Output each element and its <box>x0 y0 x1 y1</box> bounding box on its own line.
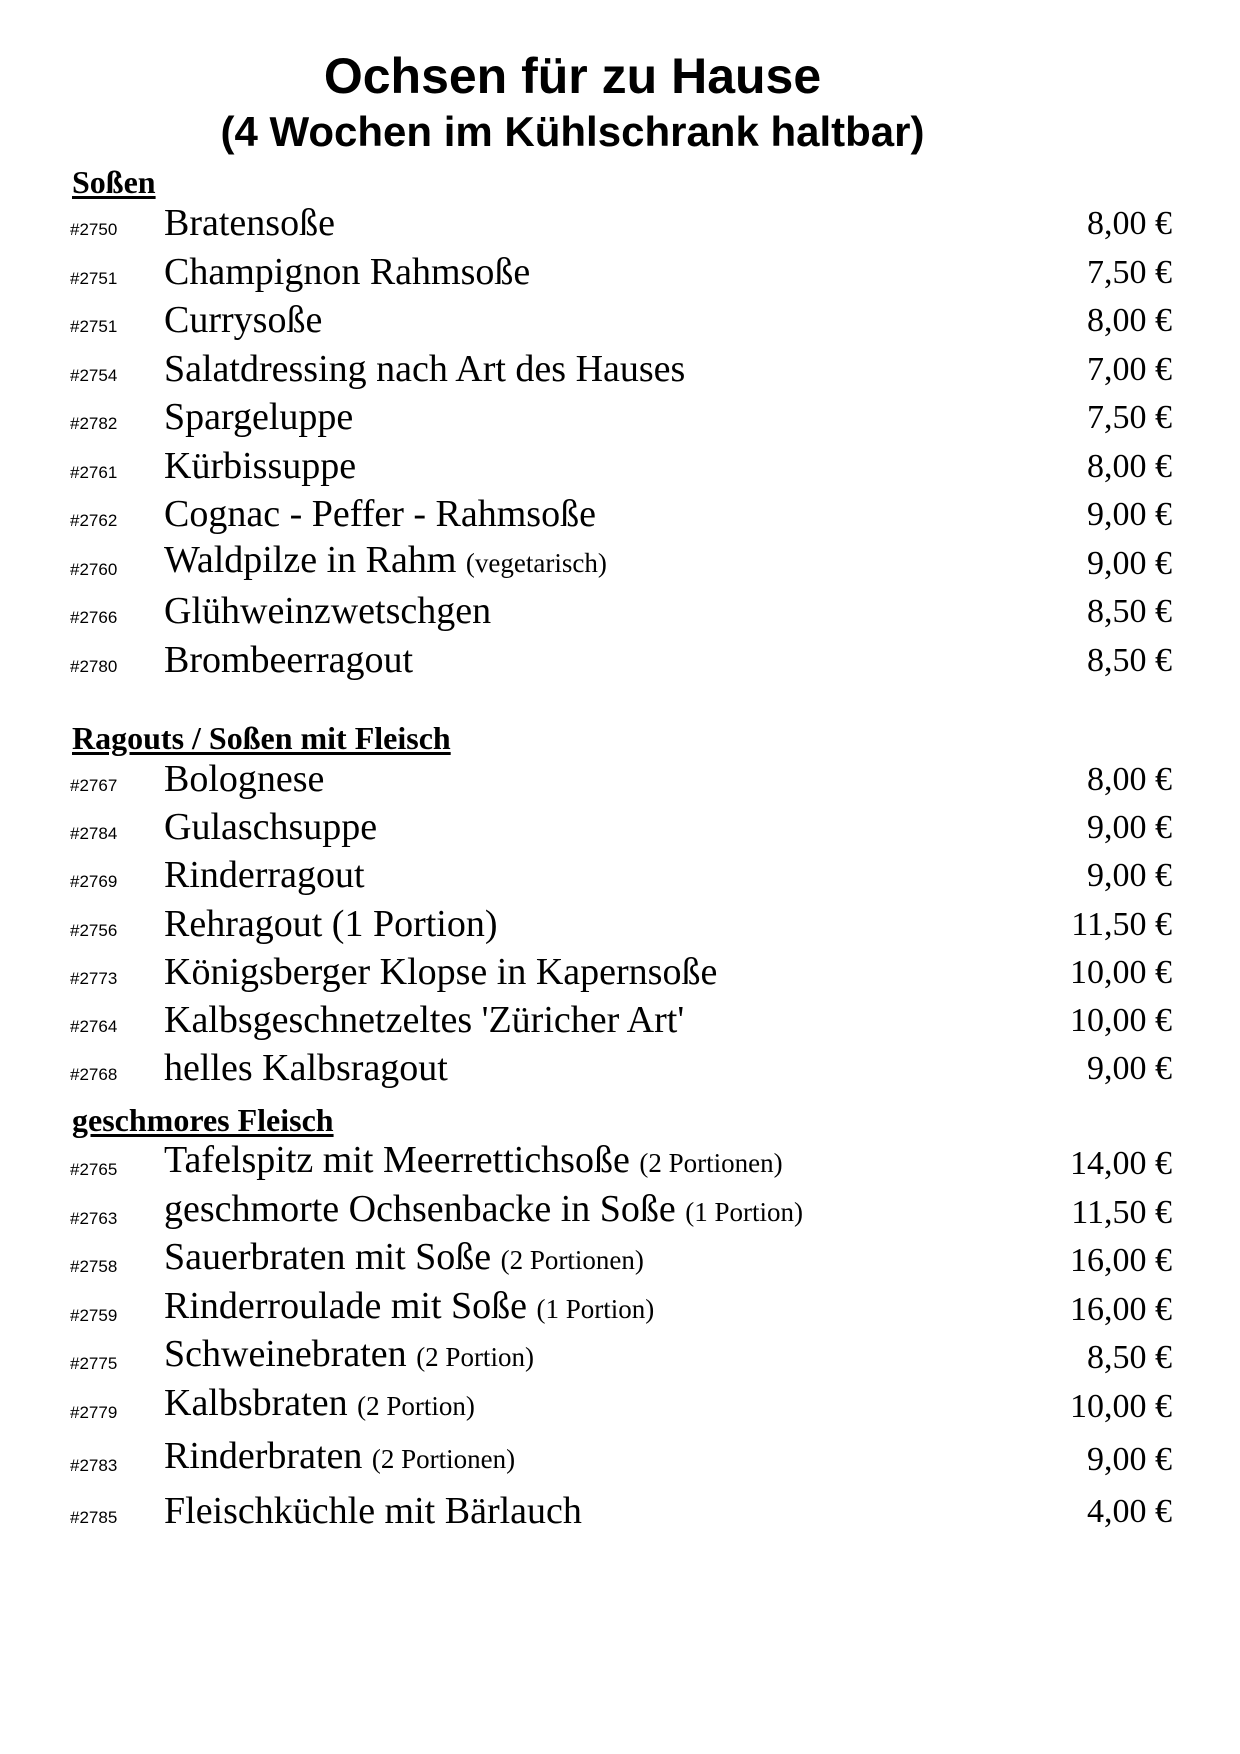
item-name: Kürbissuppe <box>164 444 357 487</box>
item-code: #2782 <box>70 414 118 433</box>
item-name-line <box>164 1139 783 1184</box>
menu-item <box>0 1490 1240 1538</box>
item-price: 10,00 € <box>1070 1388 1172 1425</box>
menu-item <box>0 493 1240 541</box>
item-name-line <box>164 758 324 800</box>
item-price: 7,50 € <box>1087 253 1172 291</box>
item-name: Cognac - Peffer - Rahmsoße <box>164 493 596 535</box>
item-name: Kalbsgeschnetzeltes 'Züricher Art' <box>164 999 685 1041</box>
menu-item <box>0 1382 1240 1433</box>
item-name: Gulaschsuppe <box>164 806 378 849</box>
item-name-line <box>164 202 335 244</box>
item-price: 14,00 € <box>1070 1145 1172 1182</box>
section-heading: Ragouts / Soßen mit Fleisch <box>72 720 451 756</box>
item-code: #2767 <box>70 776 118 795</box>
item-portion-note: (2 Portion) <box>357 1391 475 1421</box>
menu-item <box>0 999 1240 1047</box>
item-code: #2754 <box>70 365 118 385</box>
item-code: #2761 <box>70 462 118 482</box>
item-price: 11,50 € <box>1071 1193 1172 1231</box>
item-name-line <box>164 1047 448 1089</box>
item-name-line <box>164 951 717 993</box>
item-code: #2759 <box>70 1305 118 1325</box>
item-name-line <box>164 493 596 535</box>
item-name: Currysoße <box>164 299 323 341</box>
item-name-line <box>164 299 322 341</box>
page-title: Ochsen für zu Hause <box>323 48 822 104</box>
item-code: #2763 <box>70 1208 118 1228</box>
item-name: Königsberger Klopse in Kapernsoße <box>164 950 718 993</box>
menu-item <box>0 854 1240 902</box>
item-code: #2768 <box>70 1065 118 1085</box>
item-price: 11,50 € <box>1071 905 1172 943</box>
item-name-line <box>164 590 491 632</box>
item-price: 10,00 € <box>1070 1002 1172 1039</box>
item-price: 8,50 € <box>1087 593 1172 630</box>
menu-item <box>0 1236 1240 1287</box>
item-code: #2779 <box>70 1403 118 1422</box>
item-name-line <box>164 1236 644 1281</box>
item-portion-note: (2 Portion) <box>416 1342 534 1373</box>
item-name: Waldpilze in Rahm <box>164 538 457 581</box>
menu-item <box>0 251 1240 299</box>
item-name-line <box>164 1435 515 1480</box>
item-name: Champignon Rahmsoße <box>164 250 531 293</box>
item-price: 9,00 € <box>1087 496 1172 533</box>
menu-item <box>0 903 1240 951</box>
item-name-line <box>164 1333 534 1378</box>
item-code: #2773 <box>70 968 118 988</box>
menu-item <box>0 951 1240 999</box>
item-name: Bratensoße <box>164 202 335 244</box>
item-price: 8,50 € <box>1087 1339 1172 1377</box>
item-price: 8,00 € <box>1087 205 1172 242</box>
item-name-line <box>164 396 353 438</box>
menu-item <box>0 538 1240 590</box>
menu-item <box>0 348 1240 396</box>
item-price: 9,00 € <box>1087 544 1172 582</box>
item-name: Bolognese <box>164 758 325 800</box>
item-portion-note: (2 Portionen) <box>371 1443 516 1474</box>
menu-item <box>0 1333 1240 1384</box>
item-name-line <box>164 639 413 681</box>
item-price: 16,00 € <box>1070 1242 1172 1280</box>
menu-item <box>0 758 1240 806</box>
section-heading: geschmores Fleisch <box>72 1102 334 1138</box>
item-name-line <box>164 445 356 487</box>
item-name: Rinderbraten <box>164 1434 363 1477</box>
item-price: 9,00 € <box>1087 857 1172 895</box>
item-name-line <box>164 251 530 293</box>
menu-item <box>0 1187 1240 1239</box>
item-code: #2769 <box>70 872 118 892</box>
menu-item <box>0 202 1240 250</box>
section-heading: Soßen <box>72 164 156 200</box>
item-price: 7,00 € <box>1087 350 1172 388</box>
menu-item <box>0 445 1240 493</box>
item-code: #2780 <box>70 656 118 676</box>
item-name-line <box>164 1188 803 1233</box>
item-portion-note: (2 Portionen) <box>639 1148 783 1178</box>
item-name: Spargeluppe <box>164 396 354 438</box>
item-code: #2785 <box>70 1508 118 1528</box>
menu-item <box>0 1139 1240 1190</box>
item-price: 8,50 € <box>1087 641 1172 679</box>
item-code: #2766 <box>70 608 118 627</box>
menu-item <box>0 396 1240 444</box>
item-code: #2784 <box>70 824 118 844</box>
item-price: 4,00 € <box>1087 1493 1172 1531</box>
item-name: Rehragout (1 Portion) <box>164 902 498 945</box>
item-name: Rinderroulade mit Soße <box>164 1284 528 1327</box>
item-name-line <box>164 806 377 848</box>
menu-item <box>0 590 1240 638</box>
item-price: 8,00 € <box>1087 447 1172 485</box>
item-name: Salatdressing nach Art des Hauses <box>164 347 686 390</box>
item-name: Schweinebraten <box>164 1333 407 1376</box>
item-name: Rinderragout <box>164 854 365 897</box>
item-portion-note: (1 Portion) <box>685 1196 804 1227</box>
item-code: #2783 <box>70 1455 118 1475</box>
menu-item <box>0 1434 1240 1486</box>
item-price: 8,00 € <box>1087 302 1172 339</box>
item-code: #2750 <box>70 220 118 239</box>
item-name: geschmorte Ochsenbacke in Soße <box>164 1187 676 1230</box>
item-name: Brombeerragout <box>164 638 414 681</box>
item-code: #2756 <box>70 920 118 940</box>
item-code: #2758 <box>70 1257 118 1277</box>
menu-item <box>0 1047 1240 1095</box>
item-price: 8,00 € <box>1087 761 1172 798</box>
item-name: Tafelspitz mit Meerrettichsoße <box>164 1139 630 1181</box>
item-code: #2760 <box>70 559 118 579</box>
item-name-line <box>164 1382 475 1427</box>
menu-item <box>0 639 1240 687</box>
item-price: 9,00 € <box>1087 1050 1172 1088</box>
item-code: #2751 <box>70 268 118 288</box>
item-portion-note: (1 Portion) <box>536 1293 655 1324</box>
item-name: Sauerbraten mit Soße <box>164 1236 492 1279</box>
item-name: Fleischküchle mit Bärlauch <box>164 1490 582 1533</box>
item-portion-note: (vegetarisch) <box>465 547 607 578</box>
menu-item <box>0 299 1240 347</box>
item-portion-note: (2 Portionen) <box>500 1245 644 1276</box>
item-name: Glühweinzwetschgen <box>164 590 492 632</box>
item-name-line <box>164 348 685 390</box>
item-name-line <box>164 903 498 945</box>
item-name-line <box>164 854 365 896</box>
item-name: helles Kalbsragout <box>164 1047 448 1090</box>
item-code: #2751 <box>70 317 118 336</box>
item-code: #2775 <box>70 1354 118 1374</box>
menu-item <box>0 806 1240 854</box>
item-code: #2765 <box>70 1160 118 1179</box>
item-name-line <box>164 539 607 584</box>
item-name: Kalbsbraten <box>164 1382 348 1424</box>
item-price: 16,00 € <box>1070 1290 1172 1328</box>
item-price: 10,00 € <box>1070 953 1172 991</box>
item-code: #2764 <box>70 1017 118 1036</box>
item-name-line <box>164 1285 654 1330</box>
menu-item <box>0 1284 1240 1336</box>
item-price: 9,00 € <box>1087 1440 1172 1478</box>
item-price: 7,50 € <box>1087 399 1172 436</box>
item-price: 9,00 € <box>1087 809 1172 847</box>
page-subtitle: (4 Wochen im Kühlschrank haltbar) <box>220 108 925 155</box>
item-name-line <box>164 999 684 1041</box>
item-name-line <box>164 1490 582 1532</box>
item-code: #2762 <box>70 511 118 530</box>
